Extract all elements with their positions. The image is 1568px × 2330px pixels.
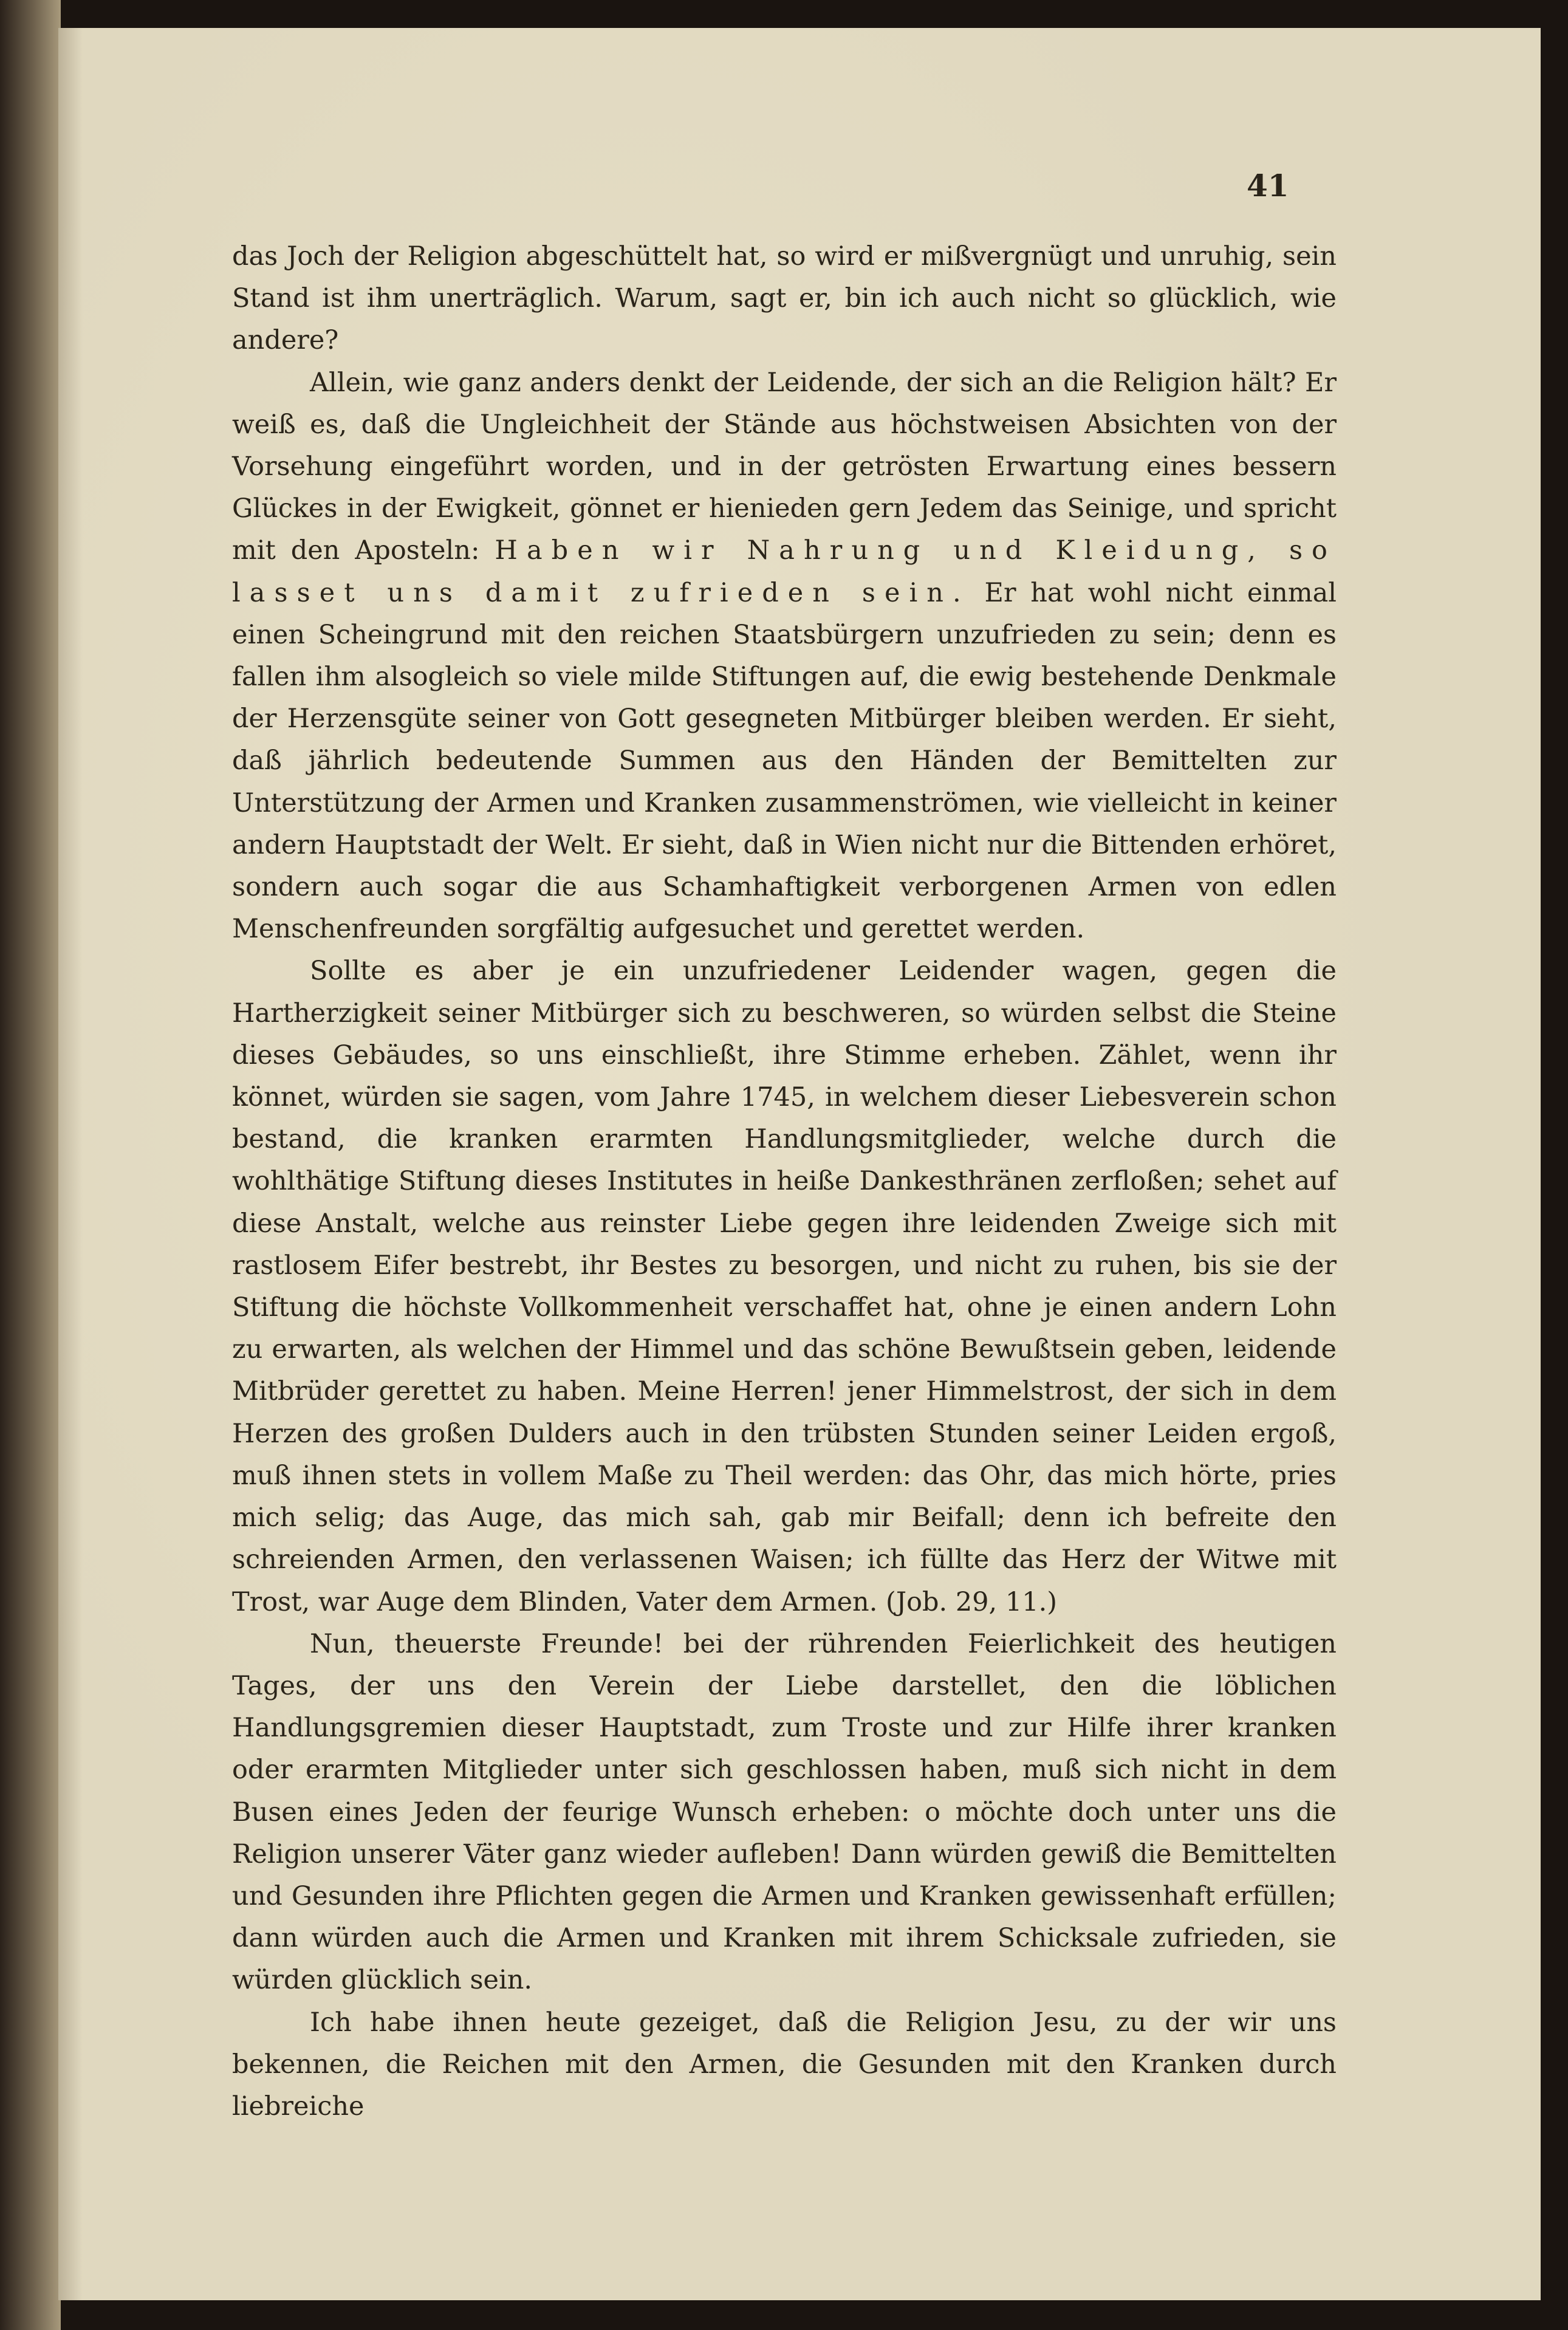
text-segment: Sollte es aber je ein unzufriedener Leidender wagen, gegen die Hartherzigkeit seiner Mitbürger sich zu beschweren, so würden selbst die Steine dieses Gebäudes, so uns einschließt, ihre Stimme erheben. Zählet, wenn ihr könnet, würden sie sagen, vom Jahre 1745, in welchem dieser Liebesverein schon bestand, die kranken erarmten Handlungsmitglieder, welche durch die wohlthätige Stiftung dieses Institutes in heiße Dankesthränen zerfloßen; sehet auf diese Anstalt, welche aus reinster Liebe gegen ihre leidenden Zweige sich mit rastlosem Eifer bestrebt, ihr Bestes zu besorgen, und nicht zu ruhen, bis sie der Stiftung die höchste Vollkommenheit verschaffet hat, ohne je einen andern Lohn zu erwarten, als welchen der Himmel und das schöne Bewußtsein geben, leidende Mitbrüder gerettet zu haben. Meine Herren! jener Himmelstrost, der sich in dem Herzen des großen Dulders auch in den trübsten Stunden seiner Leiden ergoß, muß ihnen stets in vollem Maße zu Theil werden: das Ohr, das mich hörte, pries mich selig; das Auge, das mich sah, gab mir Beifall; denn ich befreite den schreienden Armen, den verlassenen Waisen; ich füllte das Herz der Witwe mit Trost, war Auge dem Blinden, Vater dem Armen. (Job. 29, 11.) bbox=[232, 956, 1337, 1617]
paragraph bbox=[232, 1623, 1337, 2002]
page-number: 41 bbox=[1247, 168, 1289, 204]
paragraph bbox=[232, 236, 1337, 362]
paragraph bbox=[232, 950, 1337, 1623]
body-text bbox=[232, 236, 1337, 2128]
text-segment: das Joch der Religion abgeschüttelt hat, so wird er mißvergnügt und unruhig, sein Stand ist ihm unerträglich. Warum, sagt er, bin ich auch nicht so glücklich, wie andere? bbox=[232, 241, 1337, 356]
book-gutter bbox=[0, 0, 61, 2330]
text-segment: Er hat wohl nicht einmal einen Scheingrund mit den reichen Staatsbürgern unzufrieden zu sein; denn es fallen ihm alsogleich so viele milde Stiftungen auf, die ewig bestehende Denkmale der Herzensgüte seiner von Gott gesegneten Mitbürger bleiben werden. Er sieht, daß jährlich bedeutende Summen aus den Händen der Bemittelten zur Unterstützung der Armen und Kranken zusammenströmen, wie vielleicht in keiner andern Hauptstadt der Welt. Er sieht, daß in Wien nicht nur die Bittenden erhöret, sondern auch sogar die aus Schamhaftigkeit verborgenen Armen von edlen Menschenfreunden sorgfältig aufgesuchet und gerettet werden. bbox=[232, 577, 1337, 945]
spaced-quotation: Haben wir Nahrung und Kleidung, so lasset uns damit zufrieden sein. bbox=[232, 535, 1337, 608]
text-segment: Ich habe ihnen heute gezeiget, daß die Religion Jesu, zu der wir uns bekennen, die Reichen mit den Armen, die Gesunden mit den Kranken durch liebreiche bbox=[232, 2007, 1337, 2122]
paragraph bbox=[232, 2002, 1337, 2128]
paragraph bbox=[232, 362, 1337, 951]
text-segment: Allein, wie ganz anders denkt der Leidende, der sich an die Religion hält? Er weiß es, daß die Ungleichheit der Stände aus höchstweisen Absichten von der Vorsehung eingeführt worden, und in der getrösten Erwartung eines bessern Glückes in der Ewigkeit, gönnet er hienieden gern Jedem das Seinige, und spricht mit den Aposteln: bbox=[232, 367, 1337, 566]
text-segment: Nun, theuerste Freunde! bei der rührenden Feierlichkeit des heutigen Tages, der uns den Verein der Liebe darstellet, den die löblichen Handlungsgremien dieser Hauptstadt, zum Troste und zur Hilfe ihrer kranken oder erarmten Mitglieder unter sich geschlossen haben, muß sich nicht in dem Busen eines Jeden der feurige Wunsch erheben: o möchte doch unter uns die Religion unserer Väter ganz wieder aufleben! Dann würden gewiß die Bemittelten und Gesunden ihre Pflichten gegen die Armen und Kranken gewissenhaft erfüllen; dann würden auch die Armen und Kranken mit ihrem Schicksale zufrieden, sie würden glücklich sein. bbox=[232, 1628, 1337, 1996]
